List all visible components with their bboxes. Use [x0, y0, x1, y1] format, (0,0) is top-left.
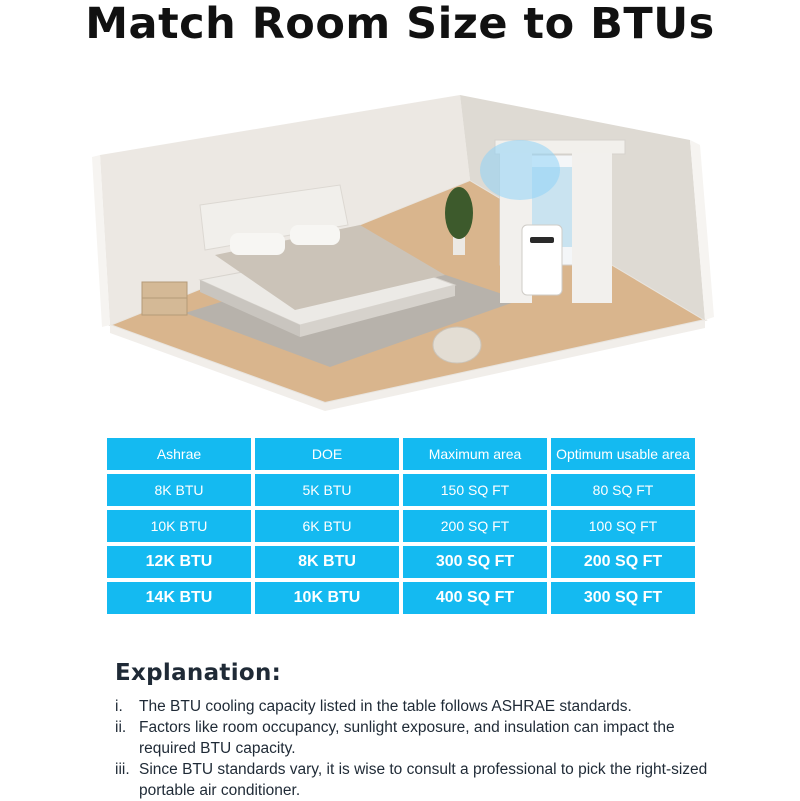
explanation-section — [115, 660, 735, 801]
item-number: ii. — [115, 719, 127, 736]
table-cell: 8K BTU — [255, 546, 399, 578]
cool-air — [480, 140, 560, 200]
table-cell: 100 SQ FT — [551, 510, 695, 542]
item-text: Since BTU standards vary, it is wise to consult a professional to pick the right-sized portable air conditioner. — [139, 761, 708, 799]
table-cell: 6K BTU — [255, 510, 399, 542]
pouf — [433, 327, 481, 363]
plant — [445, 187, 473, 239]
item-number: iii. — [115, 761, 130, 778]
header-cell: Ashrae — [107, 438, 251, 470]
table-cell: 10K BTU — [107, 510, 251, 542]
table-row — [107, 546, 695, 578]
table-cell: 200 SQ FT — [551, 546, 695, 578]
header-cell: Maximum area — [403, 438, 547, 470]
table-cell: 12K BTU — [107, 546, 251, 578]
explanation-item — [115, 717, 735, 759]
air-conditioner — [522, 225, 562, 295]
table-header-row — [107, 438, 695, 470]
table-cell: 300 SQ FT — [551, 582, 695, 614]
table-cell: 200 SQ FT — [403, 510, 547, 542]
explanation-item — [115, 696, 735, 717]
table-cell: 150 SQ FT — [403, 474, 547, 506]
btu-table — [107, 438, 695, 618]
item-text: The BTU cooling capacity listed in the table follows ASHRAE standards. — [139, 698, 632, 715]
table-cell: 5K BTU — [255, 474, 399, 506]
item-text: Factors like room occupancy, sunlight exposure, and insulation can impact the required BTU capacity. — [139, 719, 675, 757]
page-title: Match Room Size to BTUs — [85, 0, 715, 49]
table-cell: 400 SQ FT — [403, 582, 547, 614]
table-cell: 80 SQ FT — [551, 474, 695, 506]
table-row — [107, 582, 695, 614]
explanation-item — [115, 759, 735, 801]
curtain-right — [572, 153, 612, 303]
table-cell: 14K BTU — [107, 582, 251, 614]
table-cell: 10K BTU — [255, 582, 399, 614]
bedroom-illustration — [90, 85, 720, 415]
table-row — [107, 510, 695, 542]
item-number: i. — [115, 698, 123, 715]
header-cell: Optimum usable area — [551, 438, 695, 470]
table-cell: 300 SQ FT — [403, 546, 547, 578]
explanation-heading: Explanation: — [115, 660, 282, 686]
table-cell: 8K BTU — [107, 474, 251, 506]
table-row — [107, 474, 695, 506]
header-cell: DOE — [255, 438, 399, 470]
